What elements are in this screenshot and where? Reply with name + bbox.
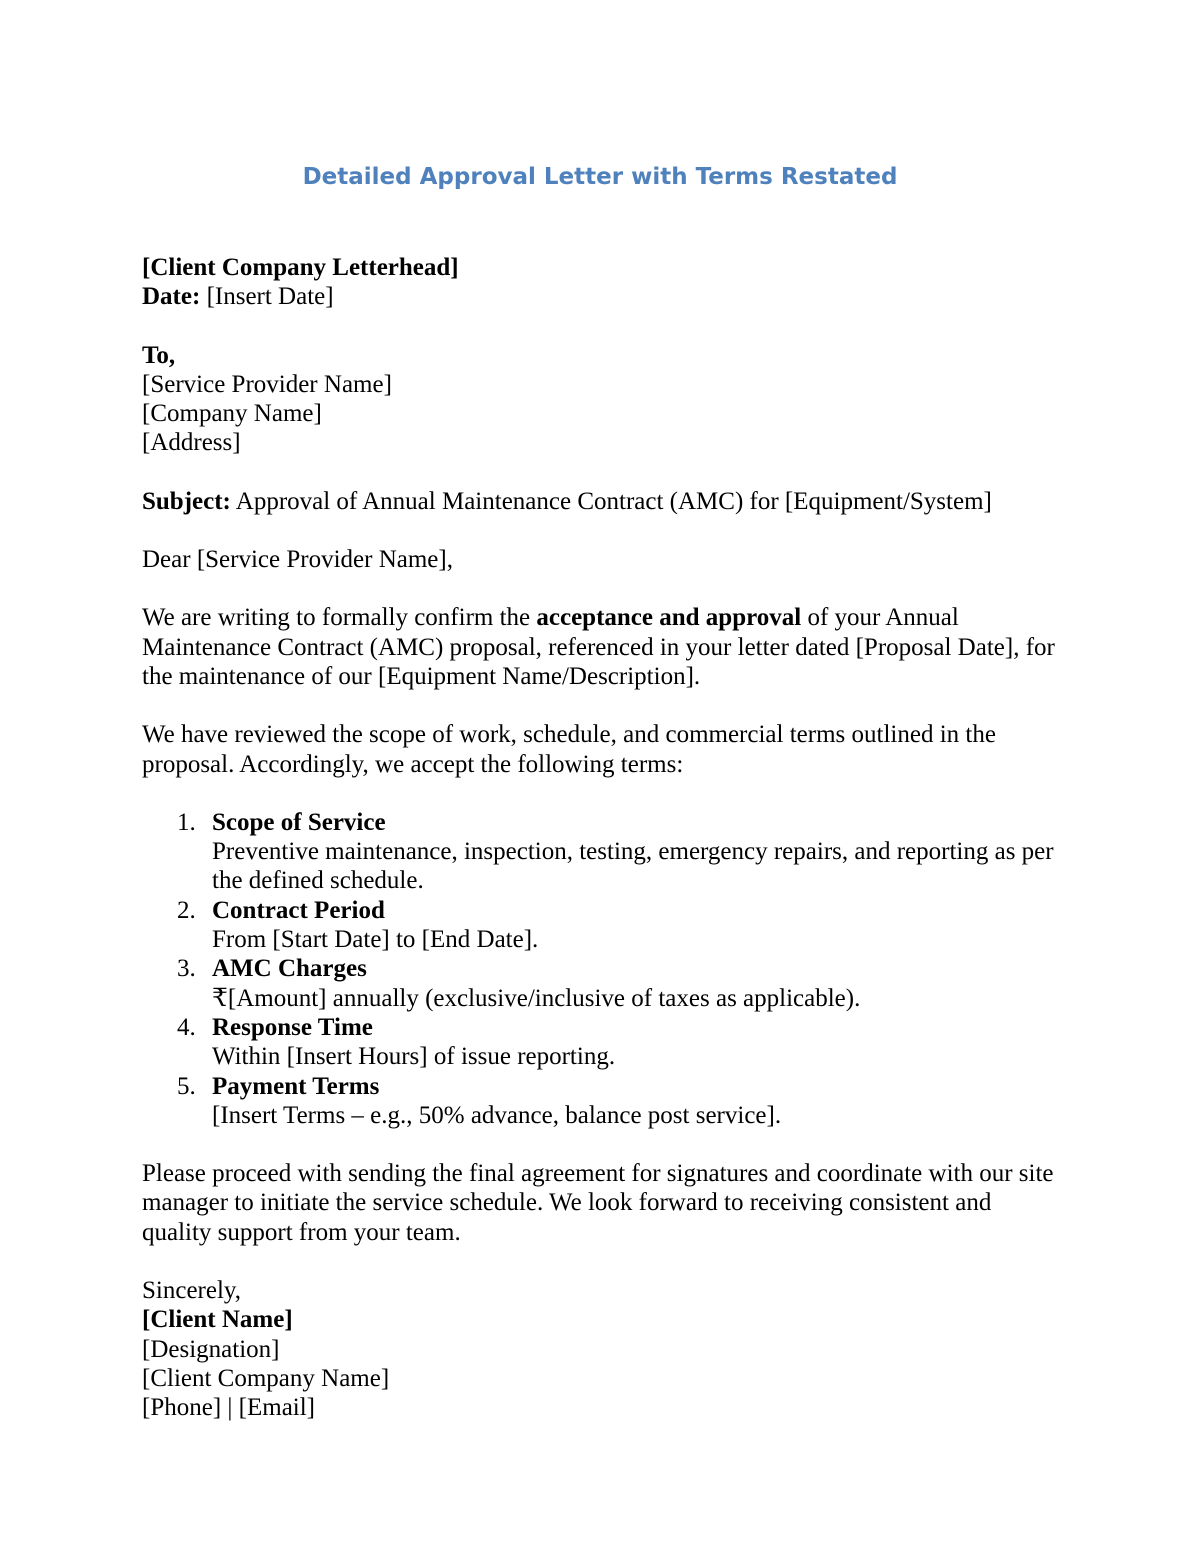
- to-line: [142, 341, 1062, 370]
- term-detail: [Insert Terms – e.g., 50% advance, balance post service].: [212, 1101, 782, 1129]
- recipient-company: [Company Name]: [142, 400, 322, 428]
- greeting: Dear [Service Provider Name],: [142, 546, 453, 574]
- spacer: [142, 1130, 1062, 1159]
- term-item: [142, 954, 1062, 1013]
- term-item: [142, 808, 1062, 896]
- letterhead: [142, 253, 1062, 282]
- spacer: [142, 312, 1062, 341]
- sign-off: Sincerely,: [142, 1277, 242, 1305]
- term-number: 2.: [177, 896, 196, 924]
- paragraph-confirmation: [142, 603, 1062, 691]
- document-title: Detailed Approval Letter with Terms Restated: [302, 164, 898, 190]
- subject-value: Approval of Annual Maintenance Contract (AMC) for [Equipment/System]: [230, 487, 992, 515]
- spacer: [142, 779, 1062, 808]
- spacer: [142, 516, 1062, 545]
- term-detail: ₹[Amount] annually (exclusive/inclusive of taxes as applicable).: [212, 984, 861, 1012]
- date-line: [142, 282, 1062, 311]
- spacer: [142, 458, 1062, 487]
- subject-label: Subject:: [142, 487, 231, 515]
- spacer: [142, 574, 1062, 603]
- letter-body: [142, 253, 1062, 1423]
- term-detail: Within [Insert Hours] of issue reporting.: [212, 1043, 616, 1071]
- signatory-contact: [Phone] | [Email]: [142, 1394, 316, 1422]
- term-item: [142, 1072, 1062, 1131]
- term-number: 3.: [177, 955, 196, 983]
- terms-list: [142, 808, 1062, 1130]
- spacer: [142, 1247, 1062, 1276]
- signatory-company: [Client Company Name]: [142, 1364, 390, 1392]
- letterhead-text: [Client Company Letterhead]: [142, 254, 459, 281]
- signatory-name-text: [Client Name]: [142, 1306, 293, 1334]
- recipient-name: [Service Provider Name]: [142, 370, 392, 398]
- date-value: [Insert Date]: [200, 283, 334, 311]
- term-item: [142, 896, 1062, 955]
- term-heading: Scope of Service: [212, 808, 386, 836]
- term-heading: Response Time: [212, 1013, 373, 1041]
- paragraph-confirmation-start: We are writing to formally confirm the: [142, 604, 537, 632]
- term-number: 1.: [177, 808, 196, 836]
- term-number: 4.: [177, 1013, 196, 1041]
- to-label: To,: [142, 341, 176, 369]
- term-heading: Payment Terms: [212, 1072, 380, 1100]
- term-number: 5.: [177, 1072, 196, 1100]
- date-label: Date:: [142, 283, 201, 311]
- paragraph-confirmation-emphasis: acceptance and approval: [536, 604, 802, 632]
- subject-line: [142, 487, 1062, 516]
- term-detail: Preventive maintenance, inspection, testing, emergency repairs, and reporting as per the defined schedule.: [212, 838, 1054, 895]
- signatory-designation: [Designation]: [142, 1335, 280, 1363]
- term-item: [142, 1013, 1062, 1072]
- term-heading: AMC Charges: [212, 955, 367, 983]
- paragraph-review: We have reviewed the scope of work, schedule, and commercial terms outlined in the proposal. Accordingly, we accept the following terms:: [142, 721, 996, 778]
- signatory-name: [142, 1305, 1062, 1334]
- recipient-address: [Address]: [142, 429, 241, 457]
- term-detail: From [Start Date] to [End Date].: [212, 926, 539, 954]
- paragraph-proceed: Please proceed with sending the final agreement for signatures and coordinate with our site manager to initiate the service schedule. We look forward to receiving consistent and quality support from your team.: [142, 1160, 1054, 1246]
- spacer: [142, 691, 1062, 720]
- term-heading: Contract Period: [212, 896, 385, 924]
- paragraph-confirmation-end: of your Annual Maintenance Contract (AMC) proposal, referenced in your letter dated [Proposal Date], for the maintenance of our [Equipment Name/Description].: [142, 604, 1055, 690]
